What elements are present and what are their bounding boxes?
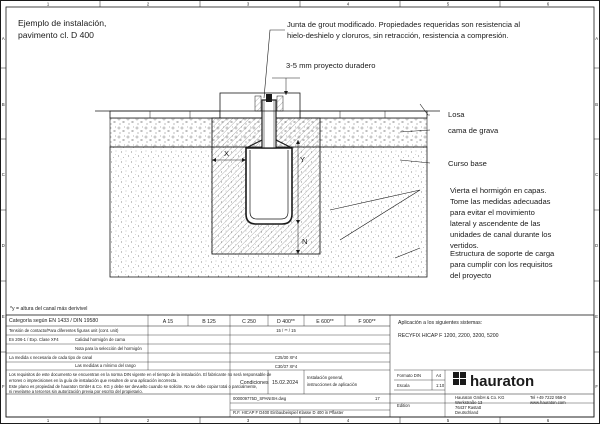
address-line-2: Werkstraße 13 [455,400,483,405]
callout-vierta-line-6: vertidos. [450,241,479,250]
edition-label: Edition [397,403,410,408]
row-min: Las medidas a mínimo del rango [75,363,136,368]
row-measure: La medida x necesaria de cada tipo de canal [9,355,93,360]
grid-col-1-bottom: 1 [46,418,50,423]
notice-line-2: errores o imprecisiones en la guía de instalación que resulten de una aplicación incorrecta. [9,378,178,383]
callout-gap: 3-5 mm proyecto duradero [286,61,376,70]
conditions-description-1: Instalación general, [307,375,344,380]
cross-section-drawing [95,78,440,277]
class-c250: C 250 [242,319,256,325]
class-f900: F 900** [358,319,376,325]
drawing-sheet: 17 [375,396,380,401]
grid-col-4: 4 [346,1,350,7]
class-b125: B 125 [202,319,216,325]
grout-joint-right [277,96,283,111]
class-a15: A 15 [162,319,174,325]
scale-value: 1:10 [436,383,445,388]
callout-curso: Curso base [448,159,487,168]
callout-grava: cama de grava [448,126,499,135]
conditions-description-2: instrucciones de aplicación [307,382,358,387]
concrete-class-1: C25/30 XF4 [274,355,298,360]
grid-col-2-bottom: 2 [146,418,150,423]
grid-row-a: A [1,36,5,41]
grout-joint-left [255,96,261,111]
grid-row-c: C [1,172,5,177]
address-line-3: 76437 Rastatt [455,405,482,410]
scale-label: Escala [397,383,410,388]
applicability-title: Aplicación a los siguientes sistemas: [398,320,483,326]
title-line-1: Ejemplo de instalación, [18,18,107,28]
concrete-class-2: C30/37 XF4 [274,364,298,369]
notice-line-3: Este plano es propiedad de hauraton GmbH & Co. KG y debe ser devuelto cuando se solicite. No se debe copiar total o parcialmente, [9,384,258,389]
conditions-date: 15.02.2024 [272,380,298,386]
grid-row-e: E [1,314,5,319]
class-e600: E 600** [316,319,334,325]
grid-row-f: F [2,384,5,389]
grid-col-3: 3 [246,1,250,7]
paving-slab-right [300,111,427,118]
row-exposure: En 206-1 / Exp. Clase XF4 [9,337,59,342]
grid-col-3-bottom: 3 [246,418,250,423]
drawing-title [18,18,106,40]
title-block-text [9,318,499,415]
grid-col-4-bottom: 4 [346,418,350,423]
grid-row-b: B [1,102,5,107]
grid-col-1: 1 [46,1,50,7]
table-header-label: Categoría según EN 1433 / DIN 19580 [9,318,99,324]
callout-vierta-line-4: lateral y ascendente de las [450,219,541,228]
grid-row-e-right: E [595,314,599,319]
dimension-n-label: N [302,237,308,246]
address-line-1: Hauraton GmbH & Co. KG [455,395,505,400]
callout-estructura-line-2: para cumplir con los requisitos [450,260,553,269]
drawing-number: 000009775D_SPANISH.dwg [233,396,287,401]
callout-vierta-line-5: unidades de canal durante los [450,230,552,239]
dimension-x-label: X [224,149,230,158]
grid-col-2: 2 [146,1,150,7]
callout-vierta-line-2: Tome las medidas adecuadas [450,197,551,206]
row-note: Nota para la selección del hormigón [75,346,142,351]
paving-slab-left [110,111,220,118]
company-web: www.hauraton.com [530,400,566,405]
hauraton-logo [453,372,534,390]
logo-text: hauraton [470,373,535,390]
grid-col-6-bottom: 6 [546,418,550,423]
ratio-value: 15 / ** / 15 [276,328,296,333]
row-bedding: Calidad hormigón de cama [75,337,126,342]
channel-body [246,148,292,224]
footnote: *y = altura del canal más derivivel [10,306,88,312]
company-address [455,395,567,415]
applicability-systems: RECYFIX HICAP F 1200, 2200, 3200, 5200 [398,333,499,339]
title-line-2: pavimento cl. D 400 [18,30,94,40]
grid-col-5: 5 [446,1,450,7]
grid-col-6: 6 [546,1,550,7]
grid-row-a-right: A [595,36,599,41]
callout-grout-line-2: hielo-deshielo y cloruros, sin retracción, resistencia a compresión. [287,31,509,40]
class-d400: D 400** [277,319,295,325]
notice-line-1: Los requisitos de este documento se encuentran en la norma DIN vigente en el tiempo de la instalación. El fabricante no será responsable de [9,372,272,377]
notice-line-4: ni revelarse a terceros sin autorización previa por escrito del propietario. [9,389,143,394]
callout-estructura-line-1: Estructura de soporte de carga [450,249,555,258]
callout-estructura-line-3: del proyecto [450,271,492,280]
grid-col-5-bottom: 5 [446,418,450,423]
grid-row-f-right: F [595,384,598,389]
callout-losa: Losa [448,110,465,119]
slot-grate [266,94,272,102]
callout-vierta-line-3: para evitar el movimiento [450,208,535,217]
grid-row-d: D [1,243,5,248]
grid-row-c-right: C [595,172,599,177]
address-line-4: Deutschland [455,410,479,415]
callout-grout-line-1: Junta de grout modificado. Propiedades requeridas son resistencia al [287,20,521,29]
dimension-y-label: Y [300,155,306,164]
format-label: Formato DIN [397,373,421,378]
format-value: A4 [436,373,442,378]
conditions-label: Condiciones [240,380,269,386]
drawing-caption: R.F. HICAP F D400 Einbaubeispiel Klasse D 400 in Pflaster [233,410,344,415]
company-phone: Tel +49 7222 958-0 [530,395,566,400]
grid-row-b-right: B [595,102,599,107]
callout-vierta-line-1: Vierta el hormigón en capas. [450,186,547,195]
table-header-sub: Tensión de contacto/Para diferentes figuras unit (cont. unit) [9,328,119,333]
grid-row-d-right: D [595,243,599,248]
